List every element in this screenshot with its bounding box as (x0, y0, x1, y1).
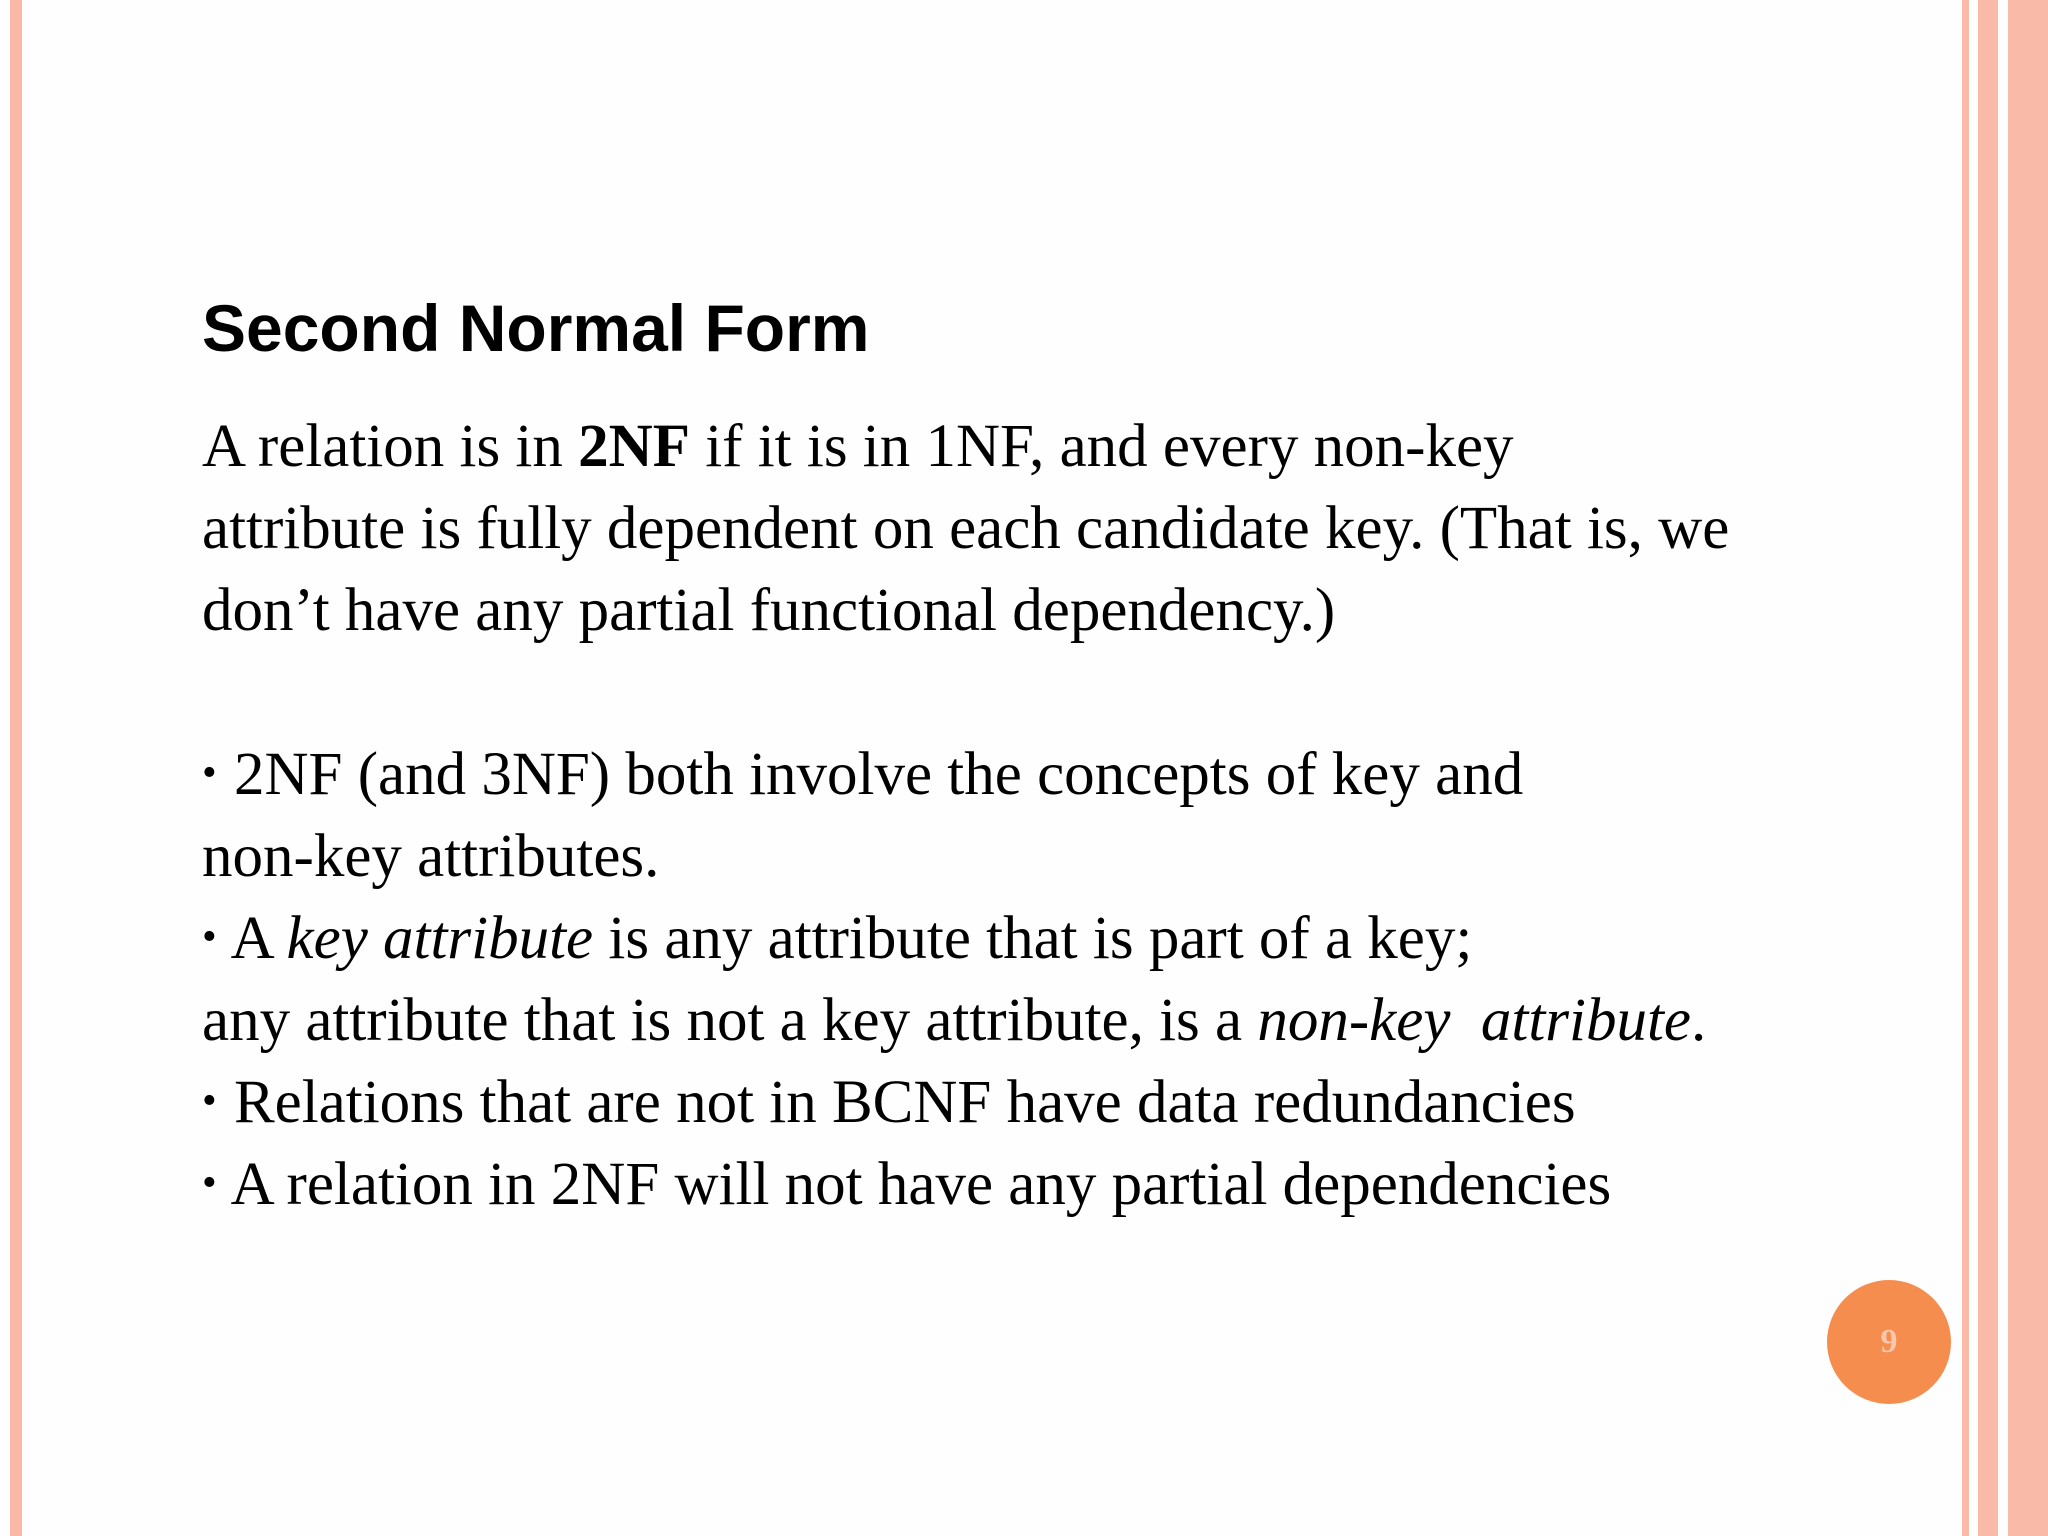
bullet-text: 2NF (and 3NF) both involve the concepts of key and (218, 741, 1524, 808)
paragraph-gap (202, 652, 1942, 734)
bullet-2-line-2 (202, 980, 1942, 1062)
definition-text: A relation is in (202, 413, 579, 480)
page-number: 9 (1880, 1323, 1898, 1360)
bullet-icon: • (202, 1160, 217, 1206)
bullet-text: A relation in 2NF will not have any partial dependencies (218, 1151, 1612, 1218)
definition-line-1 (202, 406, 1942, 488)
bullet-1-line-1 (202, 734, 1942, 816)
term-2nf: 2NF (578, 413, 690, 480)
term-non-key-attribute: non-key attribute (1257, 987, 1692, 1054)
bullet-text: Relations that are not in BCNF have data redundancies (218, 1069, 1576, 1136)
slide-right-border-stripe (2008, 0, 2048, 1536)
bullet-4 (202, 1144, 1942, 1226)
bullet-text: any attribute that is not a key attribute, is a (202, 987, 1258, 1054)
bullet-1-line-2: non-key attributes. (202, 823, 660, 890)
definition-line-3: don’t have any partial functional dependency.) (202, 577, 1336, 644)
definition-text: if it is in 1NF, and every non-key (689, 413, 1514, 480)
page-number-badge (1827, 1280, 1951, 1404)
bullet-text: A (218, 905, 287, 972)
slide-left-border (10, 0, 22, 1536)
bullet-2-line-1 (202, 898, 1942, 980)
slide-body (202, 406, 1942, 1226)
definition-line-2: attribute is fully dependent on each candidate key. (That is, we (202, 495, 1730, 562)
slide-right-border-stripe (1962, 0, 1969, 1536)
bullet-icon: • (202, 914, 217, 960)
bullet-3 (202, 1062, 1942, 1144)
bullet-text: is any attribute that is part of a key; (593, 905, 1473, 972)
bullet-text: . (1691, 987, 1707, 1054)
term-key-attribute: key attribute (286, 905, 594, 972)
bullet-icon: • (202, 1078, 217, 1124)
bullet-icon: • (202, 750, 217, 796)
slide-right-border-stripe (1978, 0, 1998, 1536)
slide-title: Second Normal Form (202, 291, 870, 365)
